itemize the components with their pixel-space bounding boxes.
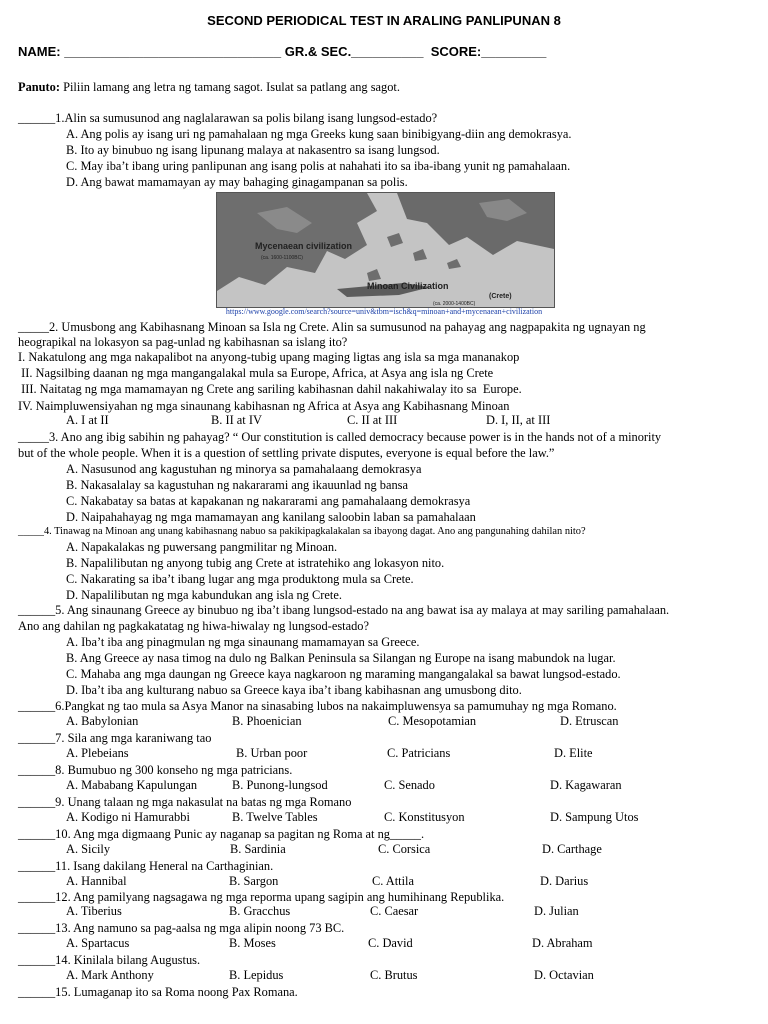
question-3-stem-cont: but of the whole people. When it is a question of settling private disputes, everyone is equal before the law.” (18, 446, 555, 460)
q14-choice-d: D. Octavian (534, 968, 594, 982)
q6-choice-b: B. Phoenician (232, 714, 302, 728)
q10-choice-d: D. Carthage (542, 842, 602, 856)
q2-statement-4: IV. Naimpluwensiyahan ng mga sinaunang kabihasnan ng Africa at Asya ang Kabihasnang Minoan (18, 399, 510, 413)
q7-choice-b: B. Urban poor (236, 746, 308, 760)
q8-choice-d: D. Kagawaran (550, 778, 622, 792)
question-10-stem: ______10. Ang mga digmaang Punic ay naganap sa pagitan ng Roma at ng_____. (18, 827, 425, 841)
q13-choice-c: C. David (368, 936, 413, 950)
question-12-stem: ______12. Ang pamilyang nagsagawa ng mga reporma upang sagipin ang humihinang Republika. (18, 890, 505, 904)
question-9-stem: ______9. Unang talaan ng mga nakasulat na batas ng mga Romano (18, 795, 352, 809)
q5-option-d: D. Iba’t iba ang kulturang nabuo sa Greece kaya iba’t ibang kabihasnan ang umusbong dito. (66, 683, 522, 697)
q3-option-b: B. Nakasalalay sa kagustuhan ng nakararami ang ikauunlad ng bansa (66, 478, 409, 492)
q8-choices (66, 778, 706, 794)
q6-choices (66, 714, 706, 730)
instructions-text: Piliin lamang ang letra ng tamang sagot. Isulat sa patlang ang sagot. (60, 80, 400, 94)
q10-choice-c: C. Corsica (378, 842, 431, 856)
q2-statement-2: II. Nagsilbing daanan ng mga mangangalakal mula sa Europe, Africa, at Asya ang isla ng Crete (18, 366, 494, 380)
q12-choice-c: C. Caesar (370, 904, 419, 918)
q14-choice-c: C. Brutus (370, 968, 418, 982)
q8-choice-c: C. Senado (384, 778, 435, 792)
question-8-stem: ______8. Bumubuo ng 300 konseho ng mga patricians. (18, 763, 293, 777)
q10-choices (66, 842, 706, 858)
q2-choice-c: C. II at III (347, 413, 398, 427)
question-1-stem: ______1.Alin sa sumusunod ang naglalarawan sa polis bilang isang lungsod-estado? (18, 111, 438, 125)
q14-choice-a: A. Mark Anthony (66, 968, 154, 982)
question-5-stem: ______5. Ang sinaunang Greece ay binubuo ng iba’t ibang lungsod-estado na ang bawat isa ay malaya at may sariling pamahalaan. (18, 603, 670, 617)
q5-option-b: B. Ang Greece ay nasa timog na dulo ng Balkan Peninsula sa Silangan ng Europe na isang mabundok na lugar. (66, 651, 616, 665)
q7-choices (66, 746, 706, 762)
question-11-stem: ______11. Isang dakilang Heneral na Carthaginian. (18, 859, 274, 873)
q8-choice-a: A. Mababang Kapulungan (66, 778, 198, 792)
student-info-line: NAME: ______________________________ GR.& SEC.__________ SCORE:_________ (18, 44, 547, 59)
question-15-stem: ______15. Lumaganap ito sa Roma noong Pax Romana. (18, 985, 298, 999)
q10-choice-b: B. Sardinia (230, 842, 286, 856)
q1-option-d: D. Ang bawat mamamayan ay may bahaging ginagampanan sa polis. (66, 175, 408, 189)
q3-option-d: D. Naipahahayag ng mga mamamayan ang kanilang saloobin laban sa pamahalaan (66, 510, 476, 524)
q6-choice-d: D. Etruscan (560, 714, 619, 728)
q2-statement-1: I. Nakatulong ang mga nakapalibot na anyong-tubig upang maging ligtas ang isla sa mga mananakop (18, 350, 520, 364)
q12-choices (66, 904, 706, 920)
map-label-minoan: Minoan Civilization (367, 281, 449, 291)
q13-choices (66, 936, 706, 952)
q11-choice-c: C. Attila (372, 874, 414, 888)
question-3-stem: _____3. Ano ang ibig sabihin ng pahayag? “ Our constitution is called democracy because power is in the hands not of a minority (18, 430, 662, 444)
q1-option-b: B. Ito ay binubuo ng isang lipunang malaya at nakasentro sa isang lungsod. (66, 143, 440, 157)
q7-choice-c: C. Patricians (387, 746, 451, 760)
q5-option-a: A. Iba’t iba ang pinagmulan ng mga sinaunang mamamayan sa Greece. (66, 635, 420, 649)
instructions (18, 79, 400, 95)
q11-choice-b: B. Sargon (229, 874, 279, 888)
greece-crete-map (216, 192, 555, 308)
question-4-stem: _____4. Tinawag na Minoan ang unang kabihasnang nabuo sa pakikipagkalakalan sa ibayong dagat. Ano ang pangunahing dahilan nito? (18, 526, 586, 537)
q2-choice-d: D. I, II, at III (486, 413, 551, 427)
question-6-stem: ______6.Pangkat ng tao mula sa Asya Manor na sinasabing lubos na nakaimpluwensya sa pamumuhay ng mga Romano. (18, 699, 617, 713)
question-14-stem: ______14. Kinilala bilang Augustus. (18, 953, 201, 967)
q7-choice-a: A. Plebeians (66, 746, 129, 760)
map-label-mycenaean: Mycenaean civilization (255, 241, 353, 251)
q9-choice-c: C. Konstitusyon (384, 810, 465, 824)
map-label-minoan-dates: (ca. 2000-1400BC) (433, 301, 476, 307)
q2-choice-b: B. II at IV (211, 413, 262, 427)
question-2-stem-cont: heograpikal na lokasyon sa pag-unlad ng kabihasnan sa islang ito? (18, 335, 348, 349)
q2-choice-a: A. I at II (66, 413, 109, 427)
q10-choice-a: A. Sicily (66, 842, 111, 856)
q6-choice-c: C. Mesopotamian (388, 714, 477, 728)
q1-option-a: A. Ang polis ay isang uri ng pamahalaan ng mga Greeks kung saan binibigyang-diin ang demokrasya. (66, 127, 572, 141)
q13-choice-d: D. Abraham (532, 936, 593, 950)
q9-choices (66, 810, 706, 826)
q12-choice-b: B. Gracchus (229, 904, 291, 918)
q4-option-d: D. Napalilibutan ng mga kabundukan ang isla ng Crete. (66, 588, 342, 602)
map-label-mycenaean-dates: (ca. 1600-1100BC) (261, 255, 303, 261)
map-graphic (217, 193, 554, 307)
q12-choice-a: A. Tiberius (66, 904, 122, 918)
q9-choice-b: B. Twelve Tables (232, 810, 318, 824)
map-label-crete: (Crete) (489, 293, 512, 300)
map-source-link[interactable]: https://www.google.com/search?source=univ&tbm=isch&q=minoan+and+mycenaean+civilization (225, 307, 543, 316)
q2-statement-3: III. Naitatag ng mga mamamayan ng Crete ang sariling kabihasnan dahil nakahiwalay ito sa Europe. (18, 382, 522, 396)
q7-choice-d: D. Elite (554, 746, 593, 760)
q2-choices (66, 413, 706, 429)
question-13-stem: ______13. Ang namuno sa pag-aalsa ng mga alipin noong 73 BC. (18, 921, 345, 935)
q4-option-b: B. Napalilibutan ng anyong tubig ang Crete at istratehiko ang lokasyon nito. (66, 556, 445, 570)
q9-choice-d: D. Sampung Utos (550, 810, 639, 824)
q11-choice-a: A. Hannibal (66, 874, 127, 888)
q8-choice-b: B. Punong-lungsod (232, 778, 328, 792)
q3-option-c: C. Nakabatay sa batas at kapakanan ng nakararami ang pamahalaang demokrasya (66, 494, 471, 508)
q5-option-c: C. Mahaba ang mga daungan ng Greece kaya nagkaroon ng maraming mangangalakal sa bawat lungsod-estado. (66, 667, 621, 681)
q12-choice-d: D. Julian (534, 904, 579, 918)
q1-option-c: C. May iba’t ibang uring panlipunan ang isang polis at nahahati ito sa iba-ibang yunit ng pamahalaan. (66, 159, 571, 173)
question-7-stem: ______7. Sila ang mga karaniwang tao (18, 731, 212, 745)
q14-choice-b: B. Lepidus (229, 968, 284, 982)
q4-option-a: A. Napakalakas ng puwersang pangmilitar ng Minoan. (66, 540, 338, 554)
question-2-stem: _____2. Umusbong ang Kabihasnang Minoan sa Isla ng Crete. Alin sa sumusunod na pahayag ang nagpapakita ng ugnayan ng (18, 320, 646, 334)
q3-option-a: A. Nasusunod ang kagustuhan ng minorya sa pamahalaang demokrasya (66, 462, 422, 476)
q13-choice-a: A. Spartacus (66, 936, 130, 950)
q6-choice-a: A. Babylonian (66, 714, 139, 728)
instructions-label: Panuto: (18, 80, 60, 94)
q4-option-c: C. Nakarating sa iba’t ibang lugar ang mga produktong mula sa Crete. (66, 572, 414, 586)
q11-choices (66, 874, 706, 890)
q9-choice-a: A. Kodigo ni Hamurabbi (66, 810, 190, 824)
q14-choices (66, 968, 706, 984)
test-title: SECOND PERIODICAL TEST IN ARALING PANLIPUNAN 8 (207, 13, 561, 28)
question-5-stem-cont: Ano ang dahilan ng pagkakatatag ng hiwa-hiwalay ng lungsod-estado? (18, 619, 369, 633)
q13-choice-b: B. Moses (229, 936, 276, 950)
q11-choice-d: D. Darius (540, 874, 589, 888)
